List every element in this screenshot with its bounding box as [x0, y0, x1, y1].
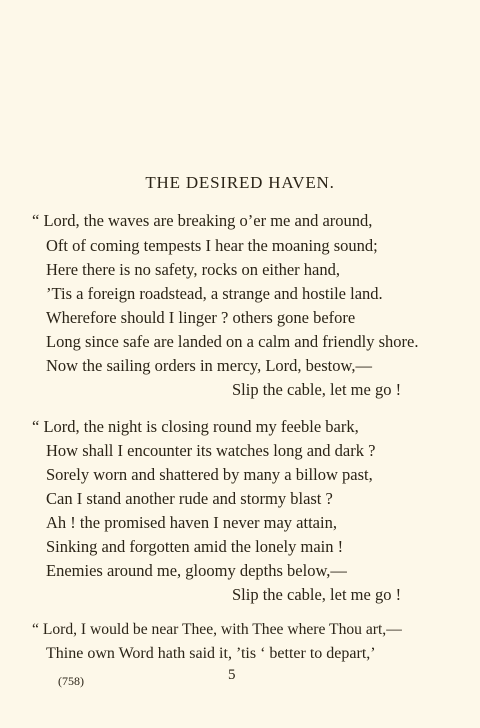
- poem-line: Oft of coming tempests I hear the moaning sound;: [46, 236, 378, 255]
- poem-line: Here there is no safety, rocks on either hand,: [46, 260, 340, 279]
- page-number: 5: [228, 667, 236, 683]
- poem-refrain: Slip the cable, let me go !: [232, 585, 402, 604]
- poem-line: “ Lord, I would be near Thee, with Thee where Thou art,—: [32, 621, 402, 638]
- signature-mark: (758): [58, 674, 84, 688]
- poem-line: Sorely worn and shattered by many a billow past,: [46, 465, 373, 484]
- poem-line: How shall I encounter its watches long and dark ?: [46, 441, 376, 460]
- poem-line: Long since safe are landed on a calm and friendly shore.: [46, 332, 419, 351]
- poem-line: Thine own Word hath said it, ’tis ‘ better to depart,’: [46, 645, 376, 662]
- poem-line: Sinking and forgotten amid the lonely main !: [46, 537, 344, 556]
- poem-line: Can I stand another rude and stormy blast ?: [46, 489, 333, 508]
- poem-line: ’Tis a foreign roadstead, a strange and hostile land.: [46, 284, 383, 303]
- poem-line: “ Lord, the waves are breaking o’er me and around,: [32, 211, 373, 230]
- poem-line: Now the sailing orders in mercy, Lord, bestow,—: [46, 356, 372, 375]
- poem-line: “ Lord, the night is closing round my feeble bark,: [32, 417, 359, 436]
- poem-line: Wherefore should I linger ? others gone before: [46, 308, 356, 327]
- poem-refrain: Slip the cable, let me go !: [232, 380, 402, 399]
- poem-line: Enemies around me, gloomy depths below,—: [46, 561, 347, 580]
- poem-line: Ah ! the promised haven I never may attain,: [46, 513, 337, 532]
- poem-title: THE DESIRED HAVEN.: [145, 173, 335, 192]
